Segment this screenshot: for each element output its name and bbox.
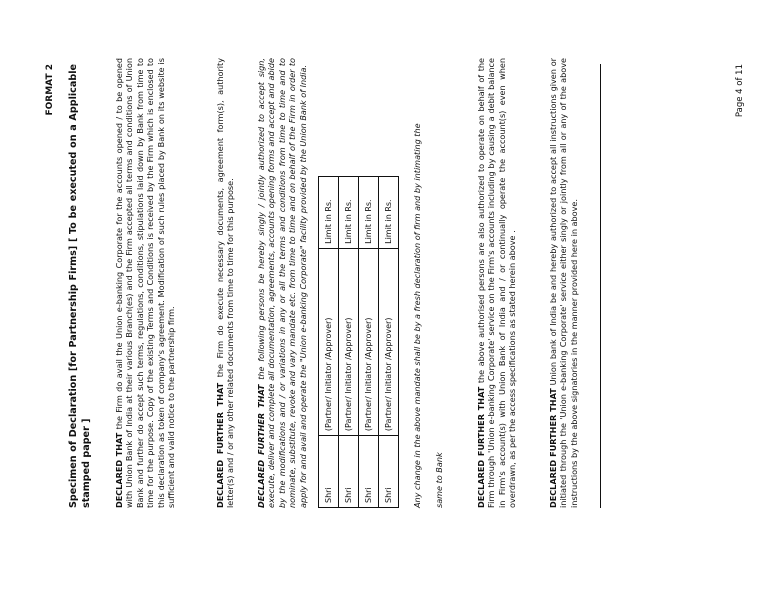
table-cell: (Partner/ Initiator /Approver) xyxy=(339,248,359,435)
table-cell: (Partner/ Initiator /Approver) xyxy=(319,248,339,435)
table-cell: Limit in Rs. xyxy=(319,177,339,249)
page-title: Specimen of Declaration [for Partnership Firms] [ To be executed on a Applicable stamped paper ] xyxy=(68,64,92,508)
table-cell: Shri xyxy=(319,436,339,508)
format-label: FORMAT 2 xyxy=(45,64,55,116)
paragraph-lead: DECLARED FURTHER THAT xyxy=(548,388,558,508)
paragraph-lead: DECLARED FURTHER THAT xyxy=(215,382,225,508)
table-row xyxy=(339,177,359,508)
authorized-persons-table xyxy=(318,176,399,508)
paragraph-lead: DECLARED THAT xyxy=(114,432,124,508)
paragraph-text: Union bank of India be and hereby authorized to accept all instructions given or initiated through the 'Union e-banking Corporate' service either singly or jointly from all or any of the above instructions by the above signatories in the manner provided here in above. xyxy=(548,58,579,508)
table-cell: Shri xyxy=(359,436,379,508)
paragraph-lead: DECLARED FURTHER THAT xyxy=(476,386,486,508)
table-cell: Limit in Rs. xyxy=(359,177,379,249)
table-cell: Shri xyxy=(339,436,359,508)
mandate-change-note-continued: same to Bank xyxy=(434,452,444,508)
mandate-change-note: Any change in the above mandate shall be by a fresh declaration of firm and by intimating the xyxy=(412,123,422,508)
footer-divider xyxy=(600,64,601,508)
table-cell: (Partner/ Initiator /Approver) xyxy=(379,248,399,435)
table-cell: (Partner/ Initiator /Approver) xyxy=(359,248,379,435)
paragraph-text: the following persons be hereby singly / jointly authorized to accept sign, execute, deliver and complete all documentation, agreements, accounts opening forms and accept and abide by the modifications and / or variations in any or all the terms and conditions from time to time and to nominate, substitute, revoke and vary mandate etc. from time to time and on behalf of the Firm in order to apply for and avail and operate the "Union e-banking Corporate" facility provided by the Union Bank of India. xyxy=(256,58,308,508)
paragraph-text: the Firm do avail the Union e-banking Corporate for the accounts opened / to be opened with Union Bank of India at their various Branch(es) and the Firm accepted all terms and conditions of Union Bank and further do accept such terms, regulations, conditions, stipulations laid down by Bank from time to time for the purpose. Copy of the existing Terms and Conditions is received by the Firm which is enclosed to this declaration as token of company's agreement. Modification of such rules placed by Bank on its website is sufficient and valid notice to the partnership firm. xyxy=(114,58,177,508)
declaration-paragraph-5 xyxy=(548,58,579,508)
declaration-paragraph-1 xyxy=(114,58,176,508)
declaration-paragraph-3 xyxy=(256,58,308,508)
table-row xyxy=(379,177,399,508)
declaration-paragraph-2 xyxy=(215,58,236,508)
table-cell: Limit in Rs. xyxy=(379,177,399,249)
table-row xyxy=(359,177,379,508)
declaration-paragraph-4 xyxy=(476,58,518,508)
paragraph-text: the Firm do execute necessary documents, agreement form(s), authority letter(s) and / or any other related documents from time to time for this purpose. xyxy=(215,58,236,508)
table-cell: Limit in Rs. xyxy=(339,177,359,249)
page-number: Page 4 of 11 xyxy=(735,64,745,118)
table-row xyxy=(319,177,339,508)
table-cell: Shri xyxy=(379,436,399,508)
paragraph-lead: DECLARED FURTHER THAT xyxy=(256,384,266,508)
paragraph-text: the above authorised persons are also authorized to operate on behalf of the Firm through 'Union e-banking Corporate' service on the Firm's accounts including by causing a debit balance in Firm's account(s) with Union Bank of India and / or continually operate the account(s) even when overdrawn, as per the access specifications as stated herein above . xyxy=(476,57,518,508)
